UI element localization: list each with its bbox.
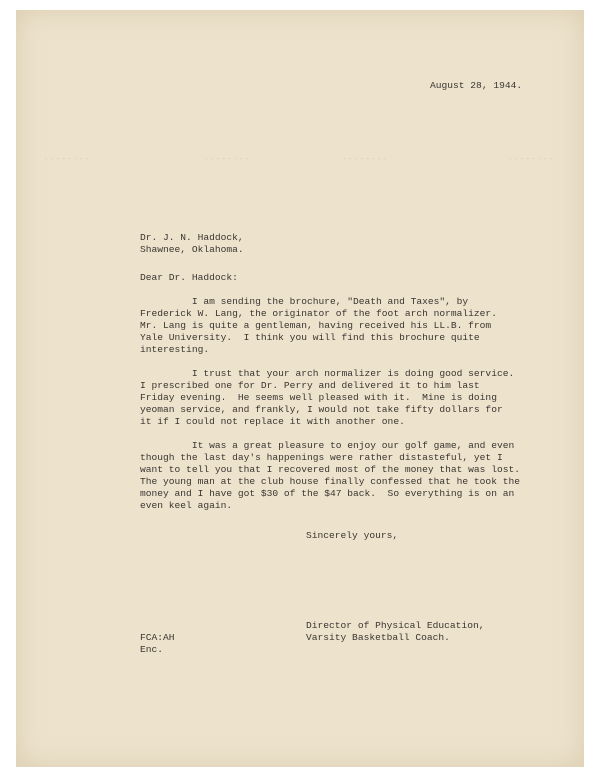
body-line: I trust that your arch normalizer is doing good service. — [140, 368, 515, 379]
closing: Sincerely yours, — [306, 530, 399, 541]
body-line: interesting. — [140, 344, 210, 355]
body-line: want to tell you that I recovered most of the money that was lost. — [140, 464, 520, 475]
body-line: even keel again. — [140, 500, 233, 511]
bleed-through-mark: -------- — [342, 155, 389, 164]
bleed-through-mark: -------- — [44, 155, 91, 164]
body-line: The young man at the club house finally confessed that he took the — [140, 476, 520, 487]
body-line: Yale University. I think you will find this brochure quite — [140, 332, 480, 343]
body-line: money and I have got $30 of the $47 back. So everything is on an — [140, 488, 515, 499]
signature-title-line: Director of Physical Education, — [306, 620, 485, 631]
body-line: It was a great pleasure to enjoy our golf game, and even — [140, 440, 515, 451]
recipient-name: Dr. J. N. Haddock, — [140, 232, 244, 243]
reference-initials: FCA:AH — [140, 632, 175, 643]
body-line: I am sending the brochure, "Death and Taxes", by — [140, 296, 469, 307]
body-line: Mr. Lang is quite a gentleman, having received his LL.B. from — [140, 320, 492, 331]
signature-title-line: Varsity Basketball Coach. — [306, 632, 450, 643]
body-line: Frederick W. Lang, the originator of the foot arch normalizer. — [140, 308, 497, 319]
bleed-through-mark: -------- — [508, 155, 555, 164]
letter-sheet — [16, 10, 584, 767]
body-line: it if I could not replace it with another one. — [140, 416, 405, 427]
body-line: yeoman service, and frankly, I would not take fifty dollars for — [140, 404, 503, 415]
body-line: Friday evening. He seems well pleased with it. Mine is doing — [140, 392, 497, 403]
bleed-through-mark: -------- — [204, 155, 251, 164]
recipient-city: Shawnee, Oklahoma. — [140, 244, 244, 255]
body-line: though the last day's happenings were rather distasteful, yet I — [140, 452, 503, 463]
salutation: Dear Dr. Haddock: — [140, 272, 238, 283]
body-line: I prescribed one for Dr. Perry and delivered it to him last — [140, 380, 480, 391]
enclosure-note: Enc. — [140, 644, 164, 655]
letter-date: August 28, 1944. — [430, 80, 523, 91]
